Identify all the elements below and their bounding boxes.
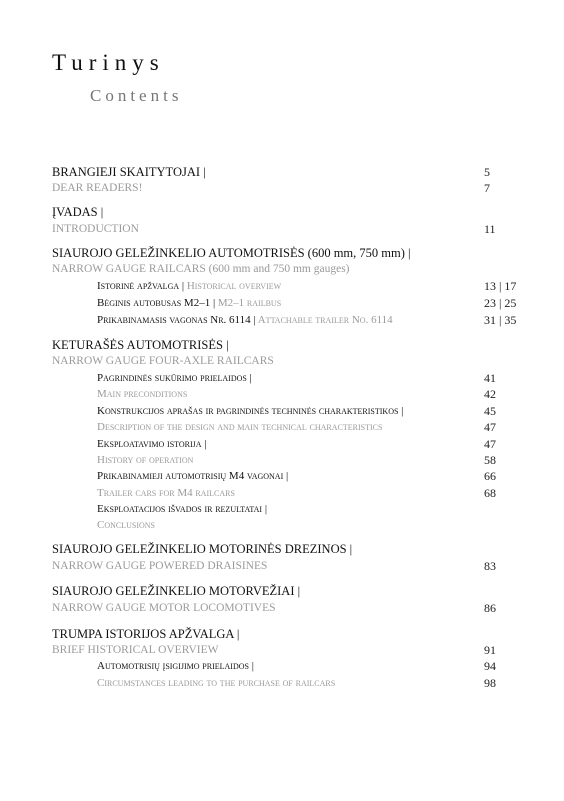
toc-subsection[interactable]: Pagrindinės sukūrimo prielaidos | xyxy=(97,372,252,384)
toc-section-title[interactable]: ĮVADAS | xyxy=(52,205,104,219)
toc-section-title-en[interactable]: NARROW GAUGE FOUR-AXLE RAILCARS xyxy=(52,355,274,367)
toc-subsection-en[interactable]: Conclusions xyxy=(97,519,156,531)
toc-page-number: 47 xyxy=(484,437,496,451)
toc-subsection-label-en: Attachable trailer No. 6114 xyxy=(257,314,393,326)
toc-page-number: 42 xyxy=(484,387,496,401)
toc-page-number: 31 | 35 xyxy=(484,313,517,327)
toc-page-number: 91 xyxy=(484,643,496,657)
toc-subsection-en[interactable]: Main preconditions xyxy=(97,388,188,400)
toc-section-title-en[interactable]: NARROW GAUGE RAILCARS (600 mm and 750 mm gauges) xyxy=(52,263,350,275)
page-title: Turinys xyxy=(52,50,165,75)
toc-section-title[interactable]: SIAUROJO GELEŽINKELIO MOTORINĖS DREZINOS | xyxy=(52,542,353,556)
toc-section-title-en[interactable]: NARROW GAUGE MOTOR LOCOMOTIVES xyxy=(52,602,276,614)
toc-subsection-label-en: M2–1 railbus xyxy=(217,297,282,309)
toc-section-title[interactable]: BRANGIEJI SKAITYTOJAI | xyxy=(52,165,206,179)
toc-section-title[interactable]: TRUMPA ISTORIJOS APŽVALGA | xyxy=(52,627,240,641)
toc-subsection-en[interactable]: Description of the design and main technical characteristics xyxy=(97,421,383,433)
toc-subsection-label-en: Historical overview xyxy=(186,280,282,292)
toc-subsection-en[interactable]: Trailer cars for M4 railcars xyxy=(97,487,235,499)
toc-page-number: 7 xyxy=(484,181,490,195)
toc-page-number: 45 xyxy=(484,404,496,418)
page-subtitle: Contents xyxy=(90,86,183,105)
toc-subsection[interactable]: Prikabinamieji automotrisių M4 vagonai | xyxy=(97,470,289,482)
toc-page-number: 68 xyxy=(484,486,496,500)
toc-subsection[interactable] xyxy=(97,296,281,310)
toc-page-number: 98 xyxy=(484,676,496,690)
toc-subsection[interactable] xyxy=(97,313,393,327)
toc-page-number: 5 xyxy=(484,165,490,179)
toc-page-number: 94 xyxy=(484,659,496,673)
toc-subsection-en[interactable]: History of operation xyxy=(97,454,194,466)
toc-section-title-en[interactable]: NARROW GAUGE POWERED DRAISINES xyxy=(52,560,268,572)
toc-page-number: 58 xyxy=(484,453,496,467)
toc-page-number: 86 xyxy=(484,601,496,615)
toc-subsection[interactable]: Automotrisių įsigijimo prielaidos | xyxy=(97,660,254,672)
toc-subsection[interactable]: Eksploatavimo istorija | xyxy=(97,438,207,450)
toc-page-number: 23 | 25 xyxy=(484,296,517,310)
toc-subsection-label: Prikabinamasis vagonas Nr. 6114 | xyxy=(97,314,258,326)
toc-section-title[interactable]: KETURAŠĖS AUTOMOTRISĖS | xyxy=(52,338,229,352)
toc-subsection[interactable]: Konstrukcijos aprašas ir pagrindinės techninės charakteristikos | xyxy=(97,405,404,417)
toc-page-number: 66 xyxy=(484,469,496,483)
toc-page-number: 47 xyxy=(484,420,496,434)
toc-subsection-label: Bėginis autobusas M2–1 | xyxy=(97,297,218,309)
toc-section-title-en[interactable]: DEAR READERS! xyxy=(52,182,143,194)
toc-subsection[interactable]: Eksploatacijos išvados ir rezultatai | xyxy=(97,503,268,515)
toc-page-number: 41 xyxy=(484,371,496,385)
toc-section-title-en[interactable]: INTRODUCTION xyxy=(52,223,139,235)
toc-section-title[interactable]: SIAUROJO GELEŽINKELIO AUTOMOTRISĖS (600 mm, 750 mm) | xyxy=(52,246,411,260)
toc-page-number: 13 | 17 xyxy=(484,279,517,293)
toc-subsection-en[interactable]: Circumstances leading to the purchase of railcars xyxy=(97,677,336,689)
toc-page-number: 11 xyxy=(484,222,496,236)
toc-subsection-label: Istorinė apžvalga | xyxy=(97,280,187,292)
toc-section-title-en[interactable]: BRIEF HISTORICAL OVERVIEW xyxy=(52,644,219,656)
toc-page-number: 83 xyxy=(484,559,496,573)
toc-section-title[interactable]: SIAUROJO GELEŽINKELIO MOTORVEŽIAI | xyxy=(52,584,301,598)
toc-subsection[interactable] xyxy=(97,279,281,293)
